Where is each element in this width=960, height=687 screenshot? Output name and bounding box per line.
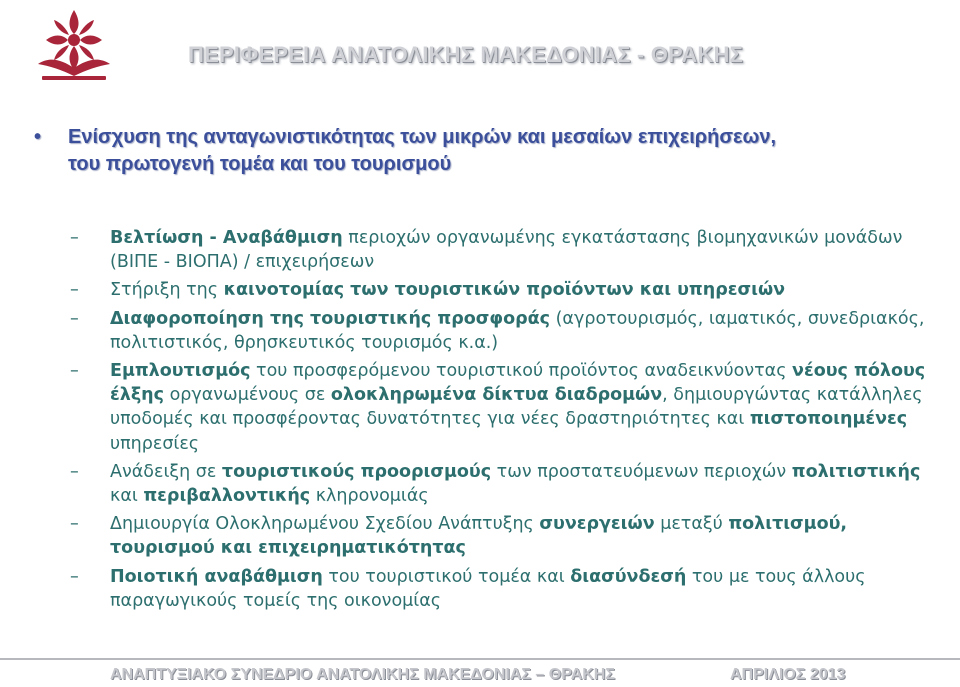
main-bullet: [34, 124, 934, 178]
item-text-segment: του με τους άλλους παραγωγικούς τομείς της οικονομίας: [110, 566, 866, 611]
item-text: [110, 567, 866, 611]
item-text: [110, 462, 920, 506]
item-text-segment: του προσφερόμενου τουριστικού προϊόντος αναδεικνύοντας: [250, 361, 793, 382]
item-text-segment: Στήριξη της: [110, 280, 224, 301]
item-dash: –: [70, 514, 79, 535]
item-dash: –: [70, 228, 79, 248]
region-emblem-icon: [32, 6, 116, 82]
item-text-emphasis: Βελτίωση - Αναβάθμιση: [110, 228, 343, 248]
item-text-segment: Δημιουργία Ολοκληρωμένου Σχεδίου Ανάπτυξης: [110, 514, 540, 535]
bullet-dot: •: [34, 126, 42, 148]
footer-divider: [0, 658, 960, 660]
main-bullet-line-1: Ενίσχυση της ανταγωνιστικότητας των μικρών και μεσαίων επιχειρήσεων,: [68, 126, 777, 148]
item-text: [110, 280, 785, 300]
list-item: [70, 226, 940, 274]
item-dash: –: [70, 308, 79, 329]
item-text-emphasis: νέους πόλους έλξης: [110, 361, 926, 406]
main-bullet-line-2: του πρωτογενή τομέα και του τουρισμού: [68, 153, 452, 175]
item-text-emphasis: Διαφοροποίηση της τουριστικής προσφοράς: [110, 308, 551, 329]
list-item: [70, 278, 940, 302]
item-text-segment: Ανάδειξη σε: [110, 461, 222, 482]
item-text-emphasis: συνεργειών: [539, 514, 655, 535]
item-text-segment: μεταξύ: [654, 514, 729, 535]
item-text-segment: υπηρεσίες: [110, 433, 200, 454]
item-text-segment: , δημιουργώντας κατάλληλες υποδομές και προσφέροντας δυνατότητες για νέες δραστηριότητες και: [110, 385, 923, 430]
main-bullet-text: [68, 124, 934, 178]
item-text-emphasis: περιβαλλοντικής: [143, 486, 311, 507]
list-item: [70, 307, 940, 355]
item-text-emphasis: τουριστικούς προορισμούς: [221, 461, 492, 482]
item-text-segment: περιοχών οργανωμένης εγκατάστασης βιομηχανικών μονάδων (ΒΙΠΕ - ΒΙΟΠΑ) / επιχειρήσεων: [110, 228, 903, 273]
item-text: [110, 361, 925, 454]
item-dash: –: [70, 461, 79, 482]
item-text-segment: οργανωμένους σε: [164, 385, 331, 406]
footer-date: ΑΠΡΙΛΙΟΣ 2013: [730, 666, 846, 683]
item-text-segment: (αγροτουρισμός, ιαματικός, συνεδριακός, πολιτιστικός, θρησκευτικός τουρισμός κ.α.): [110, 308, 925, 353]
region-emblem-svg: [32, 6, 116, 82]
footer-conference-name: ΑΝΑΠΤΥΞΙΑΚΟ ΣΥΝΕΔΡΙΟ ΑΝΑΤΟΛΙΚΗΣ ΜΑΚΕΔΟΝΙΑΣ – ΘΡΑΚΗΣ: [110, 666, 615, 683]
list-item: [70, 359, 940, 456]
item-text: [110, 228, 902, 272]
item-text-emphasis: καινοτομίας των τουριστικών προϊόντων και υπηρεσιών: [223, 280, 786, 301]
list-item: [70, 460, 940, 508]
item-text-emphasis: Εμπλουτισμός: [110, 361, 251, 382]
item-dash: –: [70, 566, 79, 587]
item-dash: –: [70, 361, 79, 382]
list-item: [70, 565, 940, 613]
item-text-emphasis: πιστοποιημένες: [749, 409, 908, 430]
item-text-emphasis: πολιτισμού, τουρισμού και επιχειρηματικότητας: [110, 514, 848, 559]
sub-item-list: [70, 226, 940, 613]
item-text: [110, 309, 924, 353]
item-text-segment: των προστατευόμενων περιοχών: [491, 461, 792, 482]
list-item: [70, 512, 940, 560]
item-text-emphasis: διασύνδεσή: [570, 566, 687, 587]
item-text-segment: και: [110, 486, 144, 507]
page-title: ΠΕΡΙΦΕΡΕΙΑ ΑΝΑΤΟΛΙΚΗΣ ΜΑΚΕΔΟΝΙΑΣ - ΘΡΑΚΗΣ: [188, 42, 743, 67]
item-dash: –: [70, 280, 79, 301]
item-text: [110, 514, 847, 558]
item-text-emphasis: ολοκληρωμένα δίκτυα διαδρομών: [330, 385, 663, 406]
item-text-emphasis: Ποιοτική αναβάθμιση: [110, 566, 323, 587]
item-text-segment: του τουριστικού τομέα και: [322, 566, 571, 587]
item-text-segment: κληρονομιάς: [310, 486, 429, 507]
item-text-emphasis: πολιτιστικής: [791, 461, 921, 482]
